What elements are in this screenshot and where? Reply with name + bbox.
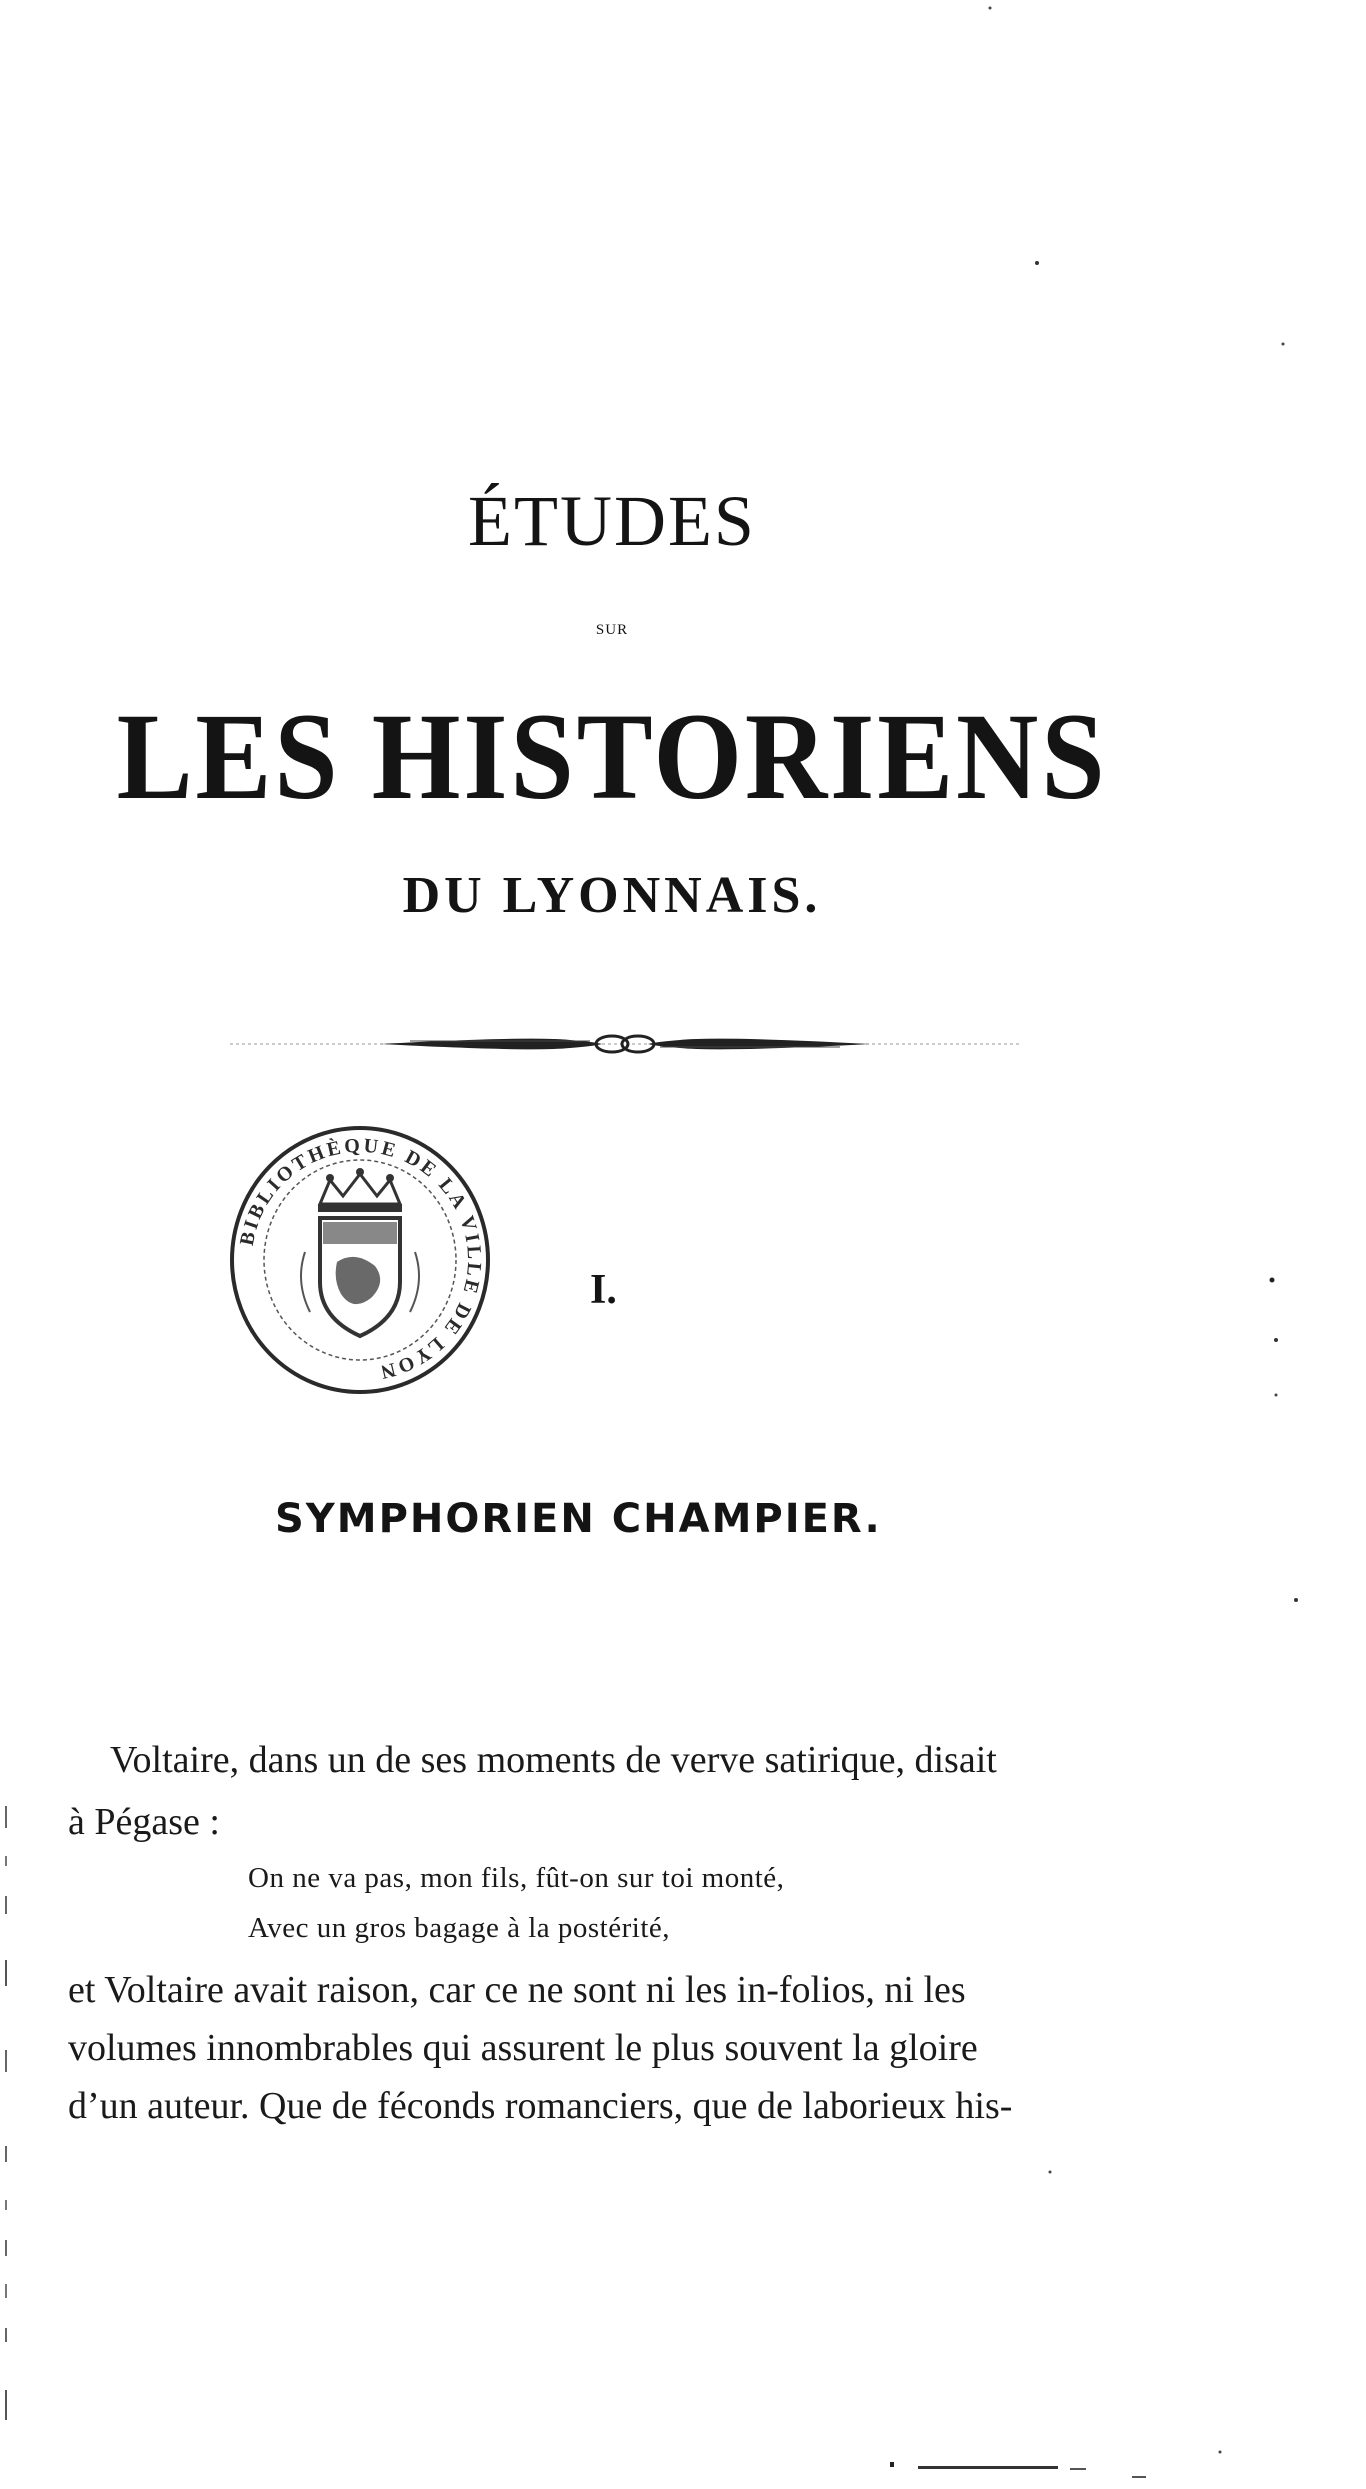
- title-connector: SUR: [595, 622, 629, 638]
- verse-line: Avec un gros bagage à la postérité,: [248, 1912, 670, 1944]
- title-etudes: ÉTUDES: [468, 481, 756, 561]
- verse-line: On ne va pas, mon fils, fût-on sur toi monté,: [248, 1862, 785, 1894]
- stamp-legend: BIBLIOTHÈQUE DE LA VILLE DE LYON: [235, 1134, 486, 1384]
- chapter-title: SYMPHORIEN CHAMPIER.: [275, 1496, 882, 1542]
- body-line: et Voltaire avait raison, car ce ne sont ni les in-folios, ni les: [68, 1969, 966, 2011]
- margin-scan-marks: [0, 1800, 20, 2440]
- body-line: d’un auteur. Que de féconds romanciers, que de laborieux his-: [68, 2085, 1013, 2127]
- chapter-number: I.: [590, 1267, 617, 1313]
- body-line: à Pégase :: [68, 1801, 220, 1843]
- ornamental-rule: [230, 1022, 1020, 1062]
- body-line: Voltaire, dans un de ses moments de verve satirique, disait: [110, 1739, 997, 1781]
- title-main-heading: LES HISTORIENS: [116, 688, 1108, 825]
- library-stamp: [225, 1122, 495, 1398]
- title-subheading: DU LYONNAIS.: [402, 867, 822, 924]
- body-line: volumes innombrables qui assurent le plus souvent la gloire: [68, 2027, 978, 2069]
